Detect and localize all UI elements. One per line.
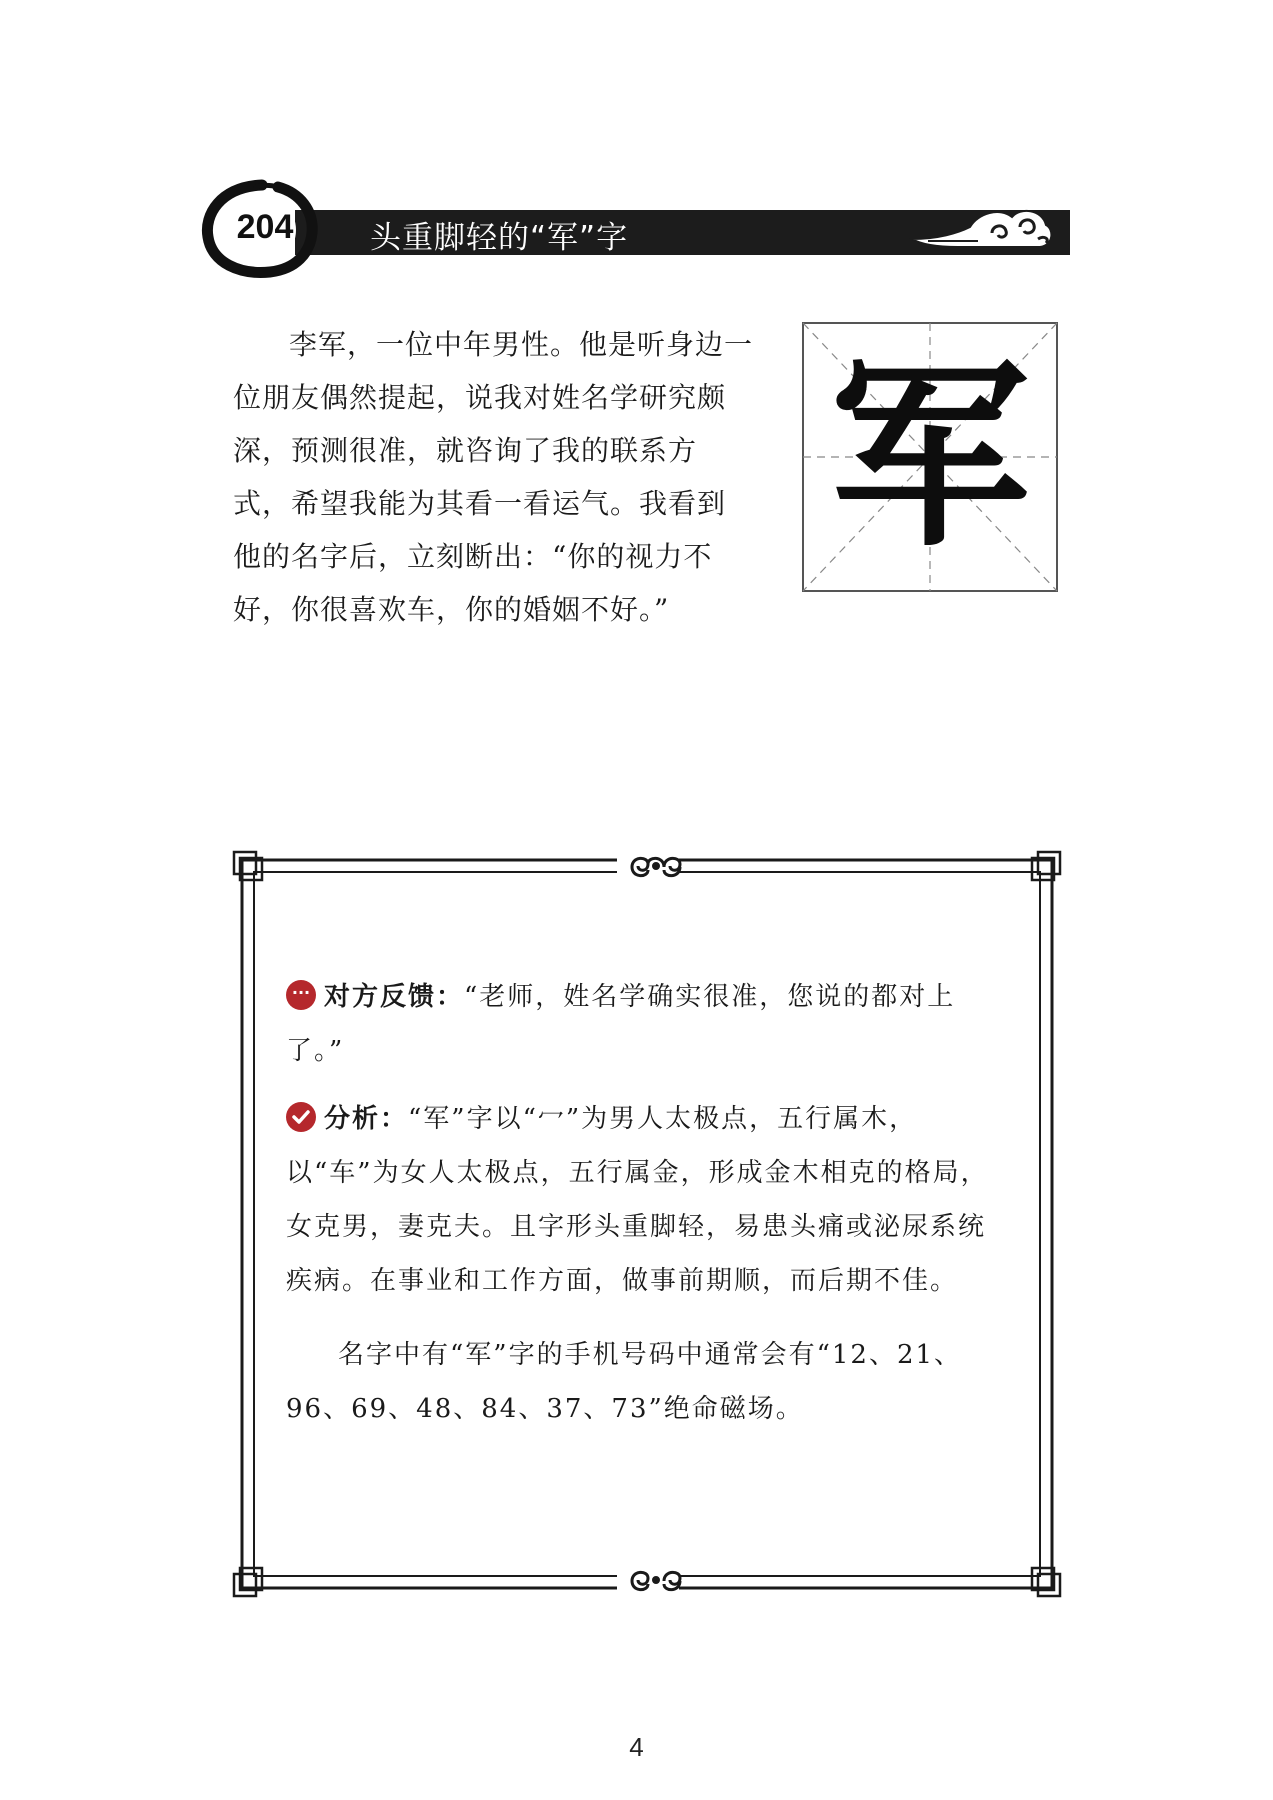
feedback-paragraph: [286, 970, 1012, 1078]
auspicious-cloud-icon: [908, 203, 1058, 255]
analysis-frame: [232, 850, 1062, 1598]
note-paragraph: 名字中有“军”字的手机号码中通常会有“12、21、96、69、48、84、37、73”绝命磁场。: [286, 1340, 963, 1424]
frame-content: [286, 970, 1012, 1450]
intro-paragraph: 李军，一位中年男性。他是听身边一位朋友偶然提起，说我对姓名学研究颇深，预测很准，就咨询了我的联系方式，希望我能为其看一看运气。我看到他的名字后，立刻断出：“你的视力不好，你很喜欢车，你的婚姻不好。”: [233, 328, 754, 626]
top-scroll-ornament: [617, 854, 680, 880]
chapter-title: 头重脚轻的“军”字: [370, 220, 629, 256]
chapter-number: 204: [236, 208, 294, 246]
character-grid-box: [802, 322, 1058, 592]
feedback-text: “老师，姓名学确实很准，您说的都对上了。”: [286, 982, 956, 1066]
analysis-paragraph: [286, 1092, 1012, 1308]
speech-bubble-dots-icon: ···: [286, 980, 316, 1010]
analysis-text: “军”字以“冖”为男人太极点，五行属木，以“车”为女人太极点，五行属金，形成金木相克的格局，女克男，妻克夫。且字形头重脚轻，易患头痛或泌尿系统疾病。在事业和工作方面，做事前期顺，而后期不佳。: [286, 1104, 989, 1296]
page-number: 4: [629, 1732, 644, 1762]
calligraphy-character: 军: [829, 339, 1030, 574]
feedback-label: 对方反馈：: [324, 982, 465, 1012]
bottom-scroll-ornament: [617, 1568, 680, 1594]
analysis-label: 分析：: [324, 1104, 409, 1134]
checkmark-circle-icon: [286, 1102, 316, 1132]
chapter-header: [200, 175, 1070, 280]
